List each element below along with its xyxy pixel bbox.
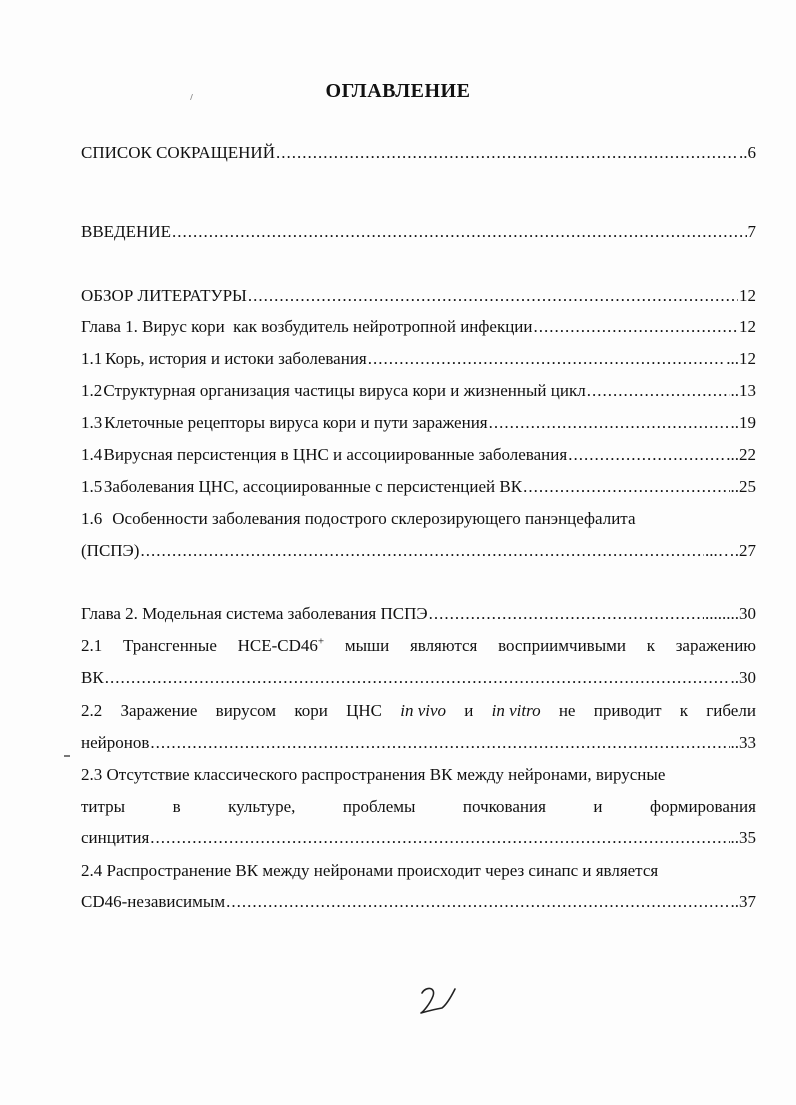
toc-word: ЦНС: [346, 701, 382, 720]
leader-dots: [568, 443, 725, 467]
toc-entry-label: (ПСПЭ): [81, 541, 140, 560]
toc-word: к: [646, 636, 655, 655]
toc-entry-label: Глава 2. Модельная система заболевания ПСПЭ: [81, 604, 428, 623]
toc-entry-abbreviations[interactable]: [81, 141, 756, 165]
toc-section-number: 1.6: [81, 509, 103, 528]
handwritten-page-number: [418, 985, 458, 1017]
toc-entry-section-1-2[interactable]: [81, 379, 756, 403]
toc-word: заражению: [675, 636, 756, 655]
toc-entry-page: ..33: [730, 733, 756, 752]
toc-section-number: 1.4: [81, 445, 103, 464]
toc-entry-label: СПИСОК СОКРАЩЕНИЙ: [81, 143, 275, 162]
leader-dots: [429, 602, 704, 626]
toc-entry-section-1-1[interactable]: [81, 347, 756, 371]
toc-section-number: 1.2: [81, 381, 103, 400]
toc-word: являются: [409, 636, 478, 655]
toc-word-italic: in vitro: [491, 701, 541, 720]
toc-word: приводит: [593, 701, 662, 720]
toc-entry-page: ..37: [730, 892, 756, 911]
toc-word-italic: in vivo: [400, 701, 447, 720]
toc-entry-page: ..19: [730, 413, 756, 432]
toc-entry-label: Глава 1. Вирус кори как возбудитель нейротропной инфекции: [81, 317, 533, 336]
toc-entry-chapter-1[interactable]: [81, 315, 756, 339]
toc-word: и: [464, 701, 474, 720]
toc-word: восприимчивыми: [498, 636, 626, 655]
toc-entry-page: ...12: [726, 349, 756, 368]
toc-entry-label: Особенности заболевания подострого склерозирующего панэнцефалита: [112, 509, 636, 528]
superscript: +: [317, 635, 325, 648]
toc-entry-page: ..30: [730, 668, 756, 687]
toc-entry-section-2-1-continued[interactable]: [81, 666, 756, 690]
toc-entry-page: 12: [739, 286, 756, 305]
toc-entry-label: 2.4 Распространение ВК между нейронами происходит через синапс и является: [81, 861, 659, 880]
leader-dots: [534, 315, 738, 339]
toc-entry-section-2-2-continued[interactable]: [81, 731, 756, 755]
toc-word: формирования: [649, 797, 756, 816]
leader-dots: [489, 411, 730, 435]
toc-word: Трансгенные: [122, 636, 217, 655]
toc-word: титры: [81, 797, 126, 816]
toc-entry-page: ..25: [730, 477, 756, 496]
toc-word: и: [593, 797, 603, 816]
toc-word: кори: [294, 701, 328, 720]
leader-dots: [150, 731, 729, 755]
toc-word-text: HCE-CD46: [237, 636, 318, 655]
toc-entry-label: Заболевания ЦНС, ассоциированные с персистенцией ВК: [103, 477, 523, 496]
toc-word: мыши: [344, 636, 390, 655]
toc-entry-label: CD46-независимым: [81, 892, 226, 911]
leader-dots: [523, 475, 729, 499]
toc-entry-introduction[interactable]: [81, 220, 756, 244]
toc-entry-page: ........30: [705, 604, 756, 623]
toc-entry-section-1-6[interactable]: [81, 507, 756, 531]
leader-dots: [140, 539, 704, 563]
leader-dots: [368, 347, 726, 371]
leader-dots: [172, 220, 747, 244]
toc-entry-label: Корь, история и истоки заболевания: [105, 349, 367, 368]
toc-entry-chapter-2[interactable]: [81, 602, 756, 626]
toc-section-number: 2.2: [81, 701, 103, 720]
toc-entry-literature-review[interactable]: [81, 284, 756, 308]
toc-word: в: [172, 797, 181, 816]
toc-section-number: 1.5: [81, 477, 103, 496]
toc-entry-section-2-3[interactable]: [81, 763, 756, 787]
toc-entry-label: 2.3 Отсутствие классического распространения ВК между нейронами, вирусные: [81, 765, 666, 784]
toc-entry-label: ОБЗОР ЛИТЕРАТУРЫ: [81, 286, 247, 305]
toc-entry-section-1-5[interactable]: [81, 475, 756, 499]
leader-dots: [105, 666, 730, 690]
toc-entry-label: ВВЕДЕНИЕ: [81, 222, 171, 241]
toc-entry-section-1-6-continued[interactable]: [81, 539, 756, 563]
leader-dots: [226, 890, 729, 914]
toc-word: Заражение: [120, 701, 198, 720]
scan-mark: [64, 755, 70, 757]
toc-section-number: 1.1: [81, 349, 103, 368]
toc-section-number: 1.3: [81, 413, 103, 432]
leader-dots: [150, 826, 729, 850]
toc-entry-label: Клеточные рецепторы вируса кори и пути заражения: [104, 413, 488, 432]
toc-word: культуре,: [228, 797, 296, 816]
toc-entry-section-1-4[interactable]: [81, 443, 756, 467]
toc-entry-label: синцития: [81, 828, 150, 847]
toc-entry-section-1-3[interactable]: [81, 411, 756, 435]
toc-word: гибели: [706, 701, 756, 720]
toc-entry-section-2-3-continued[interactable]: [81, 826, 756, 850]
toc-entry-section-2-4[interactable]: [81, 859, 756, 883]
toc-entry-label: нейронов: [81, 733, 150, 752]
toc-entry-page: ...….27: [705, 541, 756, 560]
page-title: ОГЛАВЛЕНИЕ: [325, 80, 471, 102]
toc-entry-page: 12: [739, 317, 756, 336]
toc-word: не: [558, 701, 576, 720]
toc-word: 2.1: [81, 636, 103, 655]
toc-word: [238, 634, 325, 658]
toc-entry-section-2-4-continued[interactable]: [81, 890, 756, 914]
toc-entry-page: 7: [747, 222, 756, 241]
leader-dots: [587, 379, 730, 403]
leader-dots: [276, 141, 738, 165]
toc-entry-page: ..6: [739, 143, 756, 162]
toc-entry-label: Вирусная персистенция в ЦНС и ассоциированные заболевания: [103, 445, 568, 464]
toc-word: вирусом: [215, 701, 277, 720]
toc-entry-section-2-1[interactable]: [81, 634, 756, 658]
toc-entry-section-2-3-line-2[interactable]: [81, 795, 756, 819]
toc-entry-label: Структурная организация частицы вируса кори и жизненный цикл: [103, 381, 586, 400]
leader-dots: [248, 284, 738, 308]
toc-word: проблемы: [342, 797, 416, 816]
toc-entry-page: ...22: [726, 445, 756, 464]
toc-word: к: [679, 701, 689, 720]
toc-entry-section-2-2[interactable]: [81, 699, 756, 723]
toc-entry-label: ВК: [81, 668, 104, 687]
toc-word: почкования: [462, 797, 546, 816]
toc-entry-page: ..13: [730, 381, 756, 400]
toc-entry-page: ..35: [730, 828, 756, 847]
